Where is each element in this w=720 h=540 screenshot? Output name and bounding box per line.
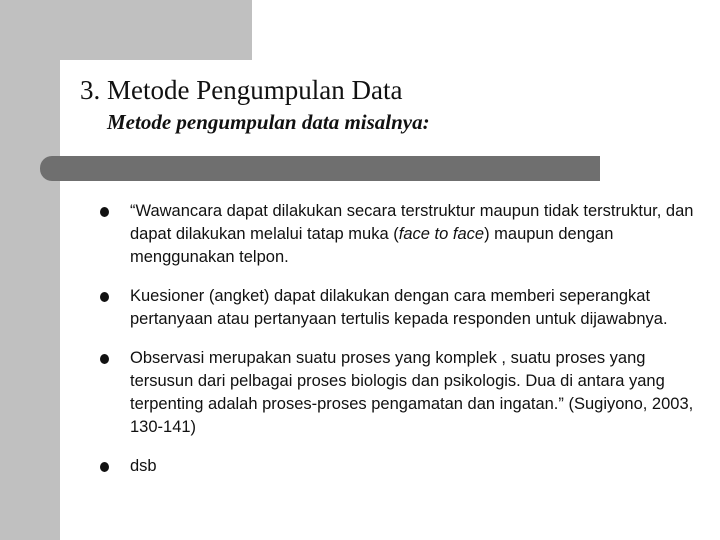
- bullet-text-part: ) maupun dengan menggunakan telpon.: [130, 225, 614, 266]
- bullet-dot-icon: [100, 462, 109, 472]
- bullet-item-kuesioner: [100, 285, 700, 331]
- bullet-text: [130, 200, 700, 269]
- bullet-item-observasi: [100, 347, 700, 439]
- bullet-list: [100, 200, 700, 494]
- bullet-text-part: “Wawancara dapat dilakukan secara terstruktur maupun tidak terstruktur, dan dapat dilakukan melalui tatap muka (: [130, 202, 694, 243]
- bullet-dot-icon: [100, 292, 109, 302]
- slide-subtitle: Metode pengumpulan data misalnya:: [107, 110, 430, 134]
- bullet-dot-icon: [100, 354, 109, 364]
- bullet-item-wawancara: [100, 200, 700, 269]
- slide-title: 3. Metode Pengumpulan Data: [80, 75, 403, 105]
- bullet-item-dsb: [100, 455, 700, 478]
- left-frame-band: [0, 0, 60, 540]
- bullet-text: Kuesioner (angket) dapat dilakukan dengan cara memberi seperangkat pertanyaan atau pertanyaan tertulis kepada responden untuk dijawabnya.: [130, 287, 668, 328]
- title-divider-bar: [40, 156, 600, 181]
- bullet-dot-icon: [100, 207, 109, 217]
- top-frame-band: [0, 0, 252, 60]
- bullet-text: Observasi merupakan suatu proses yang komplek , suatu proses yang tersusun dari pelbagai proses biologis dan psikologis. Dua di antara yang terpenting adalah proses-proses pengamatan dan ingatan.” (Sugiyono, 2003, 130-141): [130, 349, 694, 436]
- bullet-text-italic: face to face: [398, 225, 485, 243]
- bullet-text: dsb: [130, 457, 157, 475]
